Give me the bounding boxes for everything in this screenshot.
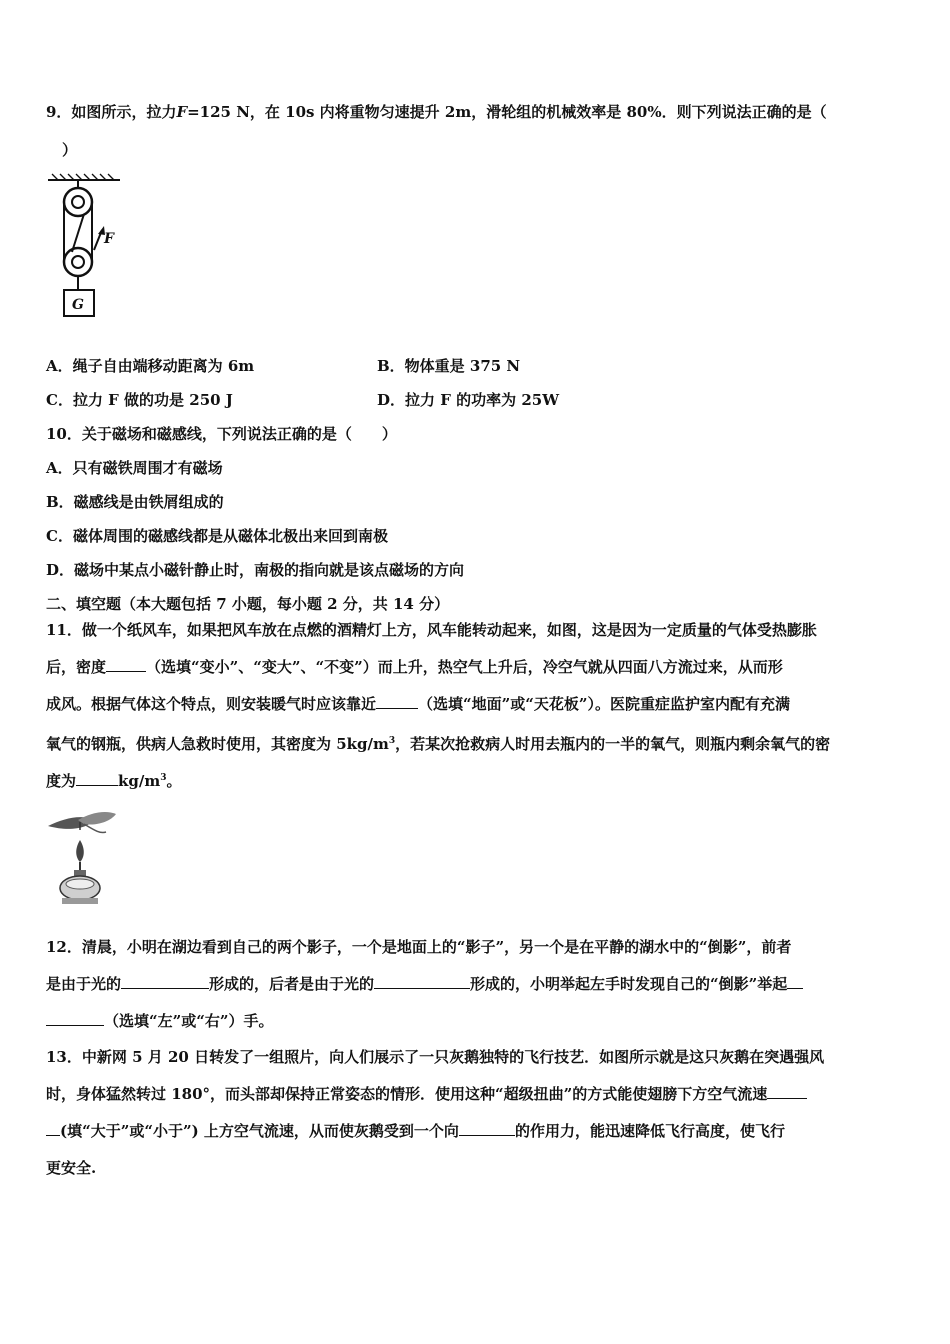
q10-option-a: A．只有磁铁周围才有磁场	[46, 459, 223, 477]
q11-line-1: 11．做一个纸风车，如果把风车放在点燃的酒精灯上方，风车能转动起来，如图，这是因为一定质量的气体受热膨胀	[46, 621, 817, 639]
q12-line-1: 12．清晨，小明在湖边看到自己的两个影子，一个是地面上的“影子”，另一个是在平静的湖水中的“倒影”，前者	[46, 938, 792, 956]
pulley-figure	[44, 172, 124, 322]
q9-option-b: B．物体重是 375 N	[377, 357, 521, 375]
q13-blank-2	[459, 1121, 515, 1136]
q10-option-b: B．磁感线是由铁屑组成的	[46, 493, 224, 511]
pinwheel-lamp-figure	[44, 798, 118, 910]
q11-line-5: 度为 $kg/m^3$。	[46, 772, 182, 790]
q11-blank-2	[376, 694, 418, 709]
q13-line-2: 时，身体猛然转过 180°，而头部却保持正常姿态的情形．使用这种“超级扭曲”的方式能使翅膀下方空气流速	[46, 1084, 807, 1104]
q9-force-variable: F	[176, 103, 188, 121]
q12-line-3: （选填“左”或“右”）手。	[46, 1011, 274, 1031]
q9-option-a: A．绳子自由端移动距离为 6m	[46, 357, 255, 375]
q9-option-c: C．拉力 F 做的功是 250 J	[46, 391, 233, 409]
q11-line-4: 氧气的钢瓶，供病人急救时使用，其密度为 $5kg/m^3$，若某次抢救病人时用去瓶内的一半的氧气，则瓶内剩余氧气的密	[46, 735, 831, 753]
section-heading: 二、填空题（本大题包括 7 小题，每小题 2 分，共 14 分）	[46, 595, 450, 613]
q9-option-d: D．拉力 F 的功率为 25W	[377, 391, 560, 409]
q9-stem-close: ）	[62, 141, 78, 159]
q11-blank-3	[76, 771, 118, 786]
q9-stem: 9．如图所示，拉力F=125 N，在 10s 内将重物匀速提升 2m，滑轮组的机械效率是 80%．则下列说法正确的是（	[46, 103, 827, 121]
q13-blank-1b	[46, 1121, 60, 1136]
q10-stem: 10．关于磁场和磁感线，下列说法正确的是（ ）	[46, 425, 397, 443]
q11-line-2: 后，密度 （选填“变小”、“变大”、“不变”）而上升，热空气上升后，冷空气就从四面八方流过来，从而形	[46, 658, 783, 676]
q11-line-3: 成风。根据气体这个特点，则安装暖气时应该靠近 （选填“地面”或“天花板”）。医院重症监护室内配有充满	[46, 695, 791, 713]
q12-blank-3b	[46, 1011, 104, 1026]
q12-line-2: 是由于光的 形成的，后者是由于光的 形成的，小明举起左手时发现自己的“倒影”举起	[46, 974, 803, 994]
q11-blank-1	[106, 657, 146, 672]
pulley-weight-label: G	[72, 297, 84, 313]
q13-line-3: (填“大于”或“小于”) 上方空气流速，从而使灰鹅受到一个向 的作用力，能迅速降低飞行高度，使飞行	[46, 1121, 785, 1141]
q12-blank-2	[374, 974, 470, 989]
q12-blank-3a	[787, 974, 803, 989]
q13-blank-1a	[767, 1084, 807, 1099]
q13-line-4: 更安全.	[46, 1159, 97, 1177]
q10-option-c: C．磁体周围的磁感线都是从磁体北极出来回到南极	[46, 527, 388, 545]
q10-option-d: D．磁场中某点小磁针静止时，南极的指向就是该点磁场的方向	[46, 561, 465, 579]
pulley-force-label: F	[104, 231, 114, 247]
q13-line-1: 13．中新网 5 月 20 日转发了一组照片，向人们展示了一只灰鹅独特的飞行技艺．如图所示就是这只灰鹅在突遇强风	[46, 1048, 825, 1066]
q12-blank-1	[121, 974, 209, 989]
